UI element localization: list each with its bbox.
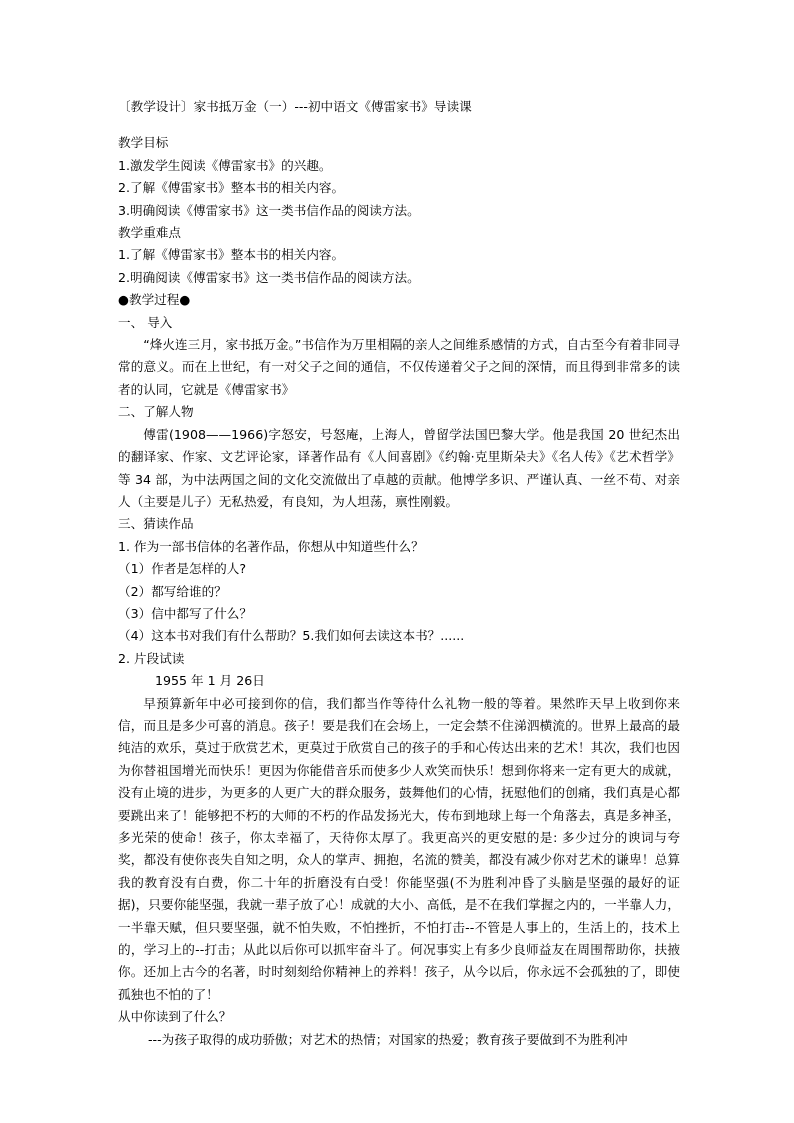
letter-date: 1955 年 1 月 26日 xyxy=(155,673,265,689)
document-page xyxy=(118,96,680,1051)
section-heading-person: 二、了解人物 xyxy=(118,404,194,420)
sub-question: （4）这本书对我们有什么帮助？5.我们如何去读这本书？...... xyxy=(118,628,465,644)
letter-paragraph: 早预算新年中必可接到你的信，我们都当作等待什么礼物一般的等着。果然昨天早上收到你来信，而且是多少可喜的消息。孩子！要是我们在会场上，一定会禁不住涕泗横流的。世界上最高的最纯洁的欢乐，莫过于欣赏艺术，更莫过于欣赏自己的孩子的手和心传达出来的艺术！其次，我们也因为你替祖国增光而快乐！更因为你能借音乐而使多少人欢笑而快乐！想到你将来一定有更大的成就，没有止境的进步，为更多的人更广大的群众服务，鼓舞他们的心情，抚慰他们的创痛，我们真是心都要跳出来了！能够把不朽的大师的不朽的作品发扬光大，传布到地球上每一个角落去，真是多神圣，多光荣的使命！孩子，你太幸福了，天待你太厚了。我更高兴的更安慰的是: 多少过分的谀词与夸奖，都没有使你丧失自知之明，众人的掌声、拥抱，名流的赞美，都没有减少你对艺术的谦卑！总算我的教育没有白费，你二十年的折磨没有白受！你能坚强(不为胜利冲昏了头脑是坚强的最好的证据)，只要你能坚强，我就一辈子放了心！成就的大小、高低，是不在我们掌握之内的，一半靠人力，一半靠天赋，但只要坚强，就不怕失败，不怕挫折，不怕打击--不管是人事上的，生活上的，技术上的，学习上的--打击；从此以后你可以抓牢奋斗了。何况事实上有多少良师益友在周围帮助你，扶掖你。还加上古今的名著，时时刻刻给你精神上的养料！孩子，从今以后，你永远不会孤独的了，即使孤独也不怕的了！ xyxy=(118,695,680,1002)
answer-text: ---为孩子取得的成功骄傲；对艺术的热情；对国家的热爱；教育孩子要做到不为胜利冲 xyxy=(148,1031,628,1047)
section-heading-intro: 一、 导入 xyxy=(118,314,173,330)
reading-question: 从中你读到了什么？ xyxy=(118,1009,232,1025)
objective-item: 3.明确阅读《傅雷家书》这一类书信作品的阅读方法。 xyxy=(118,202,420,218)
key-points-heading: 教学重难点 xyxy=(118,225,181,241)
objectives-heading: 教学目标 xyxy=(118,135,169,151)
question-1: 1. 作为一部书信体的名著作品，你想从中知道些什么？ xyxy=(118,538,424,554)
question-2: 2. 片段试读 xyxy=(118,650,185,666)
sub-question: （1）作者是怎样的人? xyxy=(118,561,247,577)
sub-question: （2）都写给谁的？ xyxy=(118,583,227,599)
objective-item: 1.激发学生阅读《傅雷家书》的兴趣。 xyxy=(118,157,332,173)
intro-paragraph: “烽火连三月，家书抵万金。”书信作为万里相隔的亲人之间维系感情的方式，自古至今有着非同寻常的意义。而在上世纪，有一对父子之间的通信，不仅传递着父子之间的深情，而且得到非常多的读者的认同，它就是《傅雷家书》 xyxy=(118,337,680,397)
objective-item: 2.了解《傅雷家书》整本书的相关内容。 xyxy=(118,180,345,196)
key-point-item: 1.了解《傅雷家书》整本书的相关内容。 xyxy=(118,247,345,263)
document-title: 〔教学设计〕家书抵万金（一）---初中语文《傅雷家书》导读课 xyxy=(118,99,472,114)
section-heading-guess: 三、猜读作品 xyxy=(118,516,194,532)
person-paragraph: 傅雷(1908——1966)字怒安，号怒庵，上海人，曾留学法国巴黎大学。他是我国 20 世纪杰出的翻译家、作家、文艺评论家，译著作品有《人间喜剧》《约翰·克里斯朵夫》《名人传》《艺术哲学》等 34 部，为中法两国之间的文化交流做出了卓越的贡献。他博学多识、严谨认真、一丝不苟、对亲人（主要是儿子）无私热爱，有良知，为人坦荡，禀性刚毅。 xyxy=(118,426,680,509)
key-point-item: 2.明确阅读《傅雷家书》这一类书信作品的阅读方法。 xyxy=(118,269,420,285)
sub-question: （3）信中都写了什么？ xyxy=(118,605,252,621)
process-heading: ●教学过程● xyxy=(118,292,191,308)
